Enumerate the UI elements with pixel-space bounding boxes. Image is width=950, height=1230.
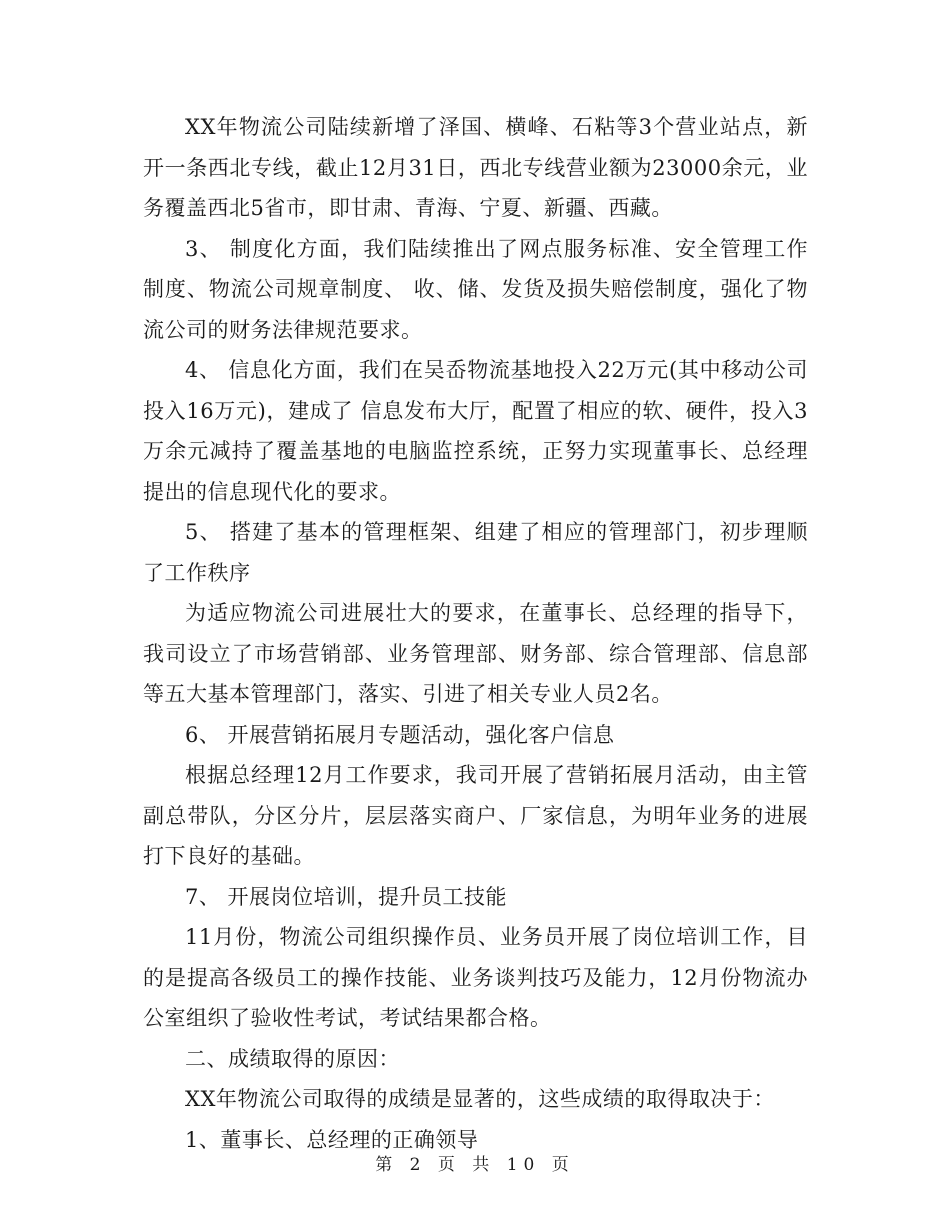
paragraph-2: 3、 制度化方面，我们陆续推出了网点服务标准、安全管理工作制度、物流公司规章制度、 收、储、发货及损失赔偿制度，强化了物流公司的财务法律规范要求。 bbox=[143, 236, 808, 342]
paragraph-1: XX年物流公司陆续新增了泽国、横峰、石粘等3个营业站点，新开一条西北专线，截止12月31日，西北专线营业额为23000余元，业务覆盖西北5省市，即甘肃、青海、宁夏、新疆、西藏。 bbox=[143, 115, 808, 220]
paragraph-4: 5、 搭建了基本的管理框架、组建了相应的管理部门，初步理顺了工作秩序 bbox=[143, 520, 808, 585]
page-footer: 第 2 页 共 10 页 bbox=[375, 1155, 575, 1175]
paragraph-7: 根据总经理12月工作要求，我司开展了营销拓展月活动，由主管副总带队，分区分片，层层落实商户、厂家信息，为明年业务的进展打下良好的基础。 bbox=[143, 763, 808, 868]
paragraph-11: XX年物流公司取得的成绩是显著的，这些成绩的取得取决于： bbox=[185, 1087, 775, 1111]
paragraph-8: 7、 开展岗位培训，提升员工技能 bbox=[185, 884, 508, 909]
paragraph-3: 4、 信息化方面，我们在吴岙物流基地投入22万元(其中移动公司投入16万元)，建成了 信息发布大厅，配置了相应的软、硬件，投入3万余元减持了覆盖基地的电脑监控系统，正努力实现董事长、总经理提出的信息现代化的要求。 bbox=[143, 358, 808, 504]
document-body bbox=[143, 107, 808, 1160]
paragraph-9: 11月份，物流公司组织操作员、业务员开展了岗位培训工作，目的是提高各级员工的操作技能、业务谈判技巧及能力，12月份物流办公室组织了验收性考试，考试结果都合格。 bbox=[143, 925, 808, 1030]
paragraph-10: 二、成绩取得的原因： bbox=[185, 1046, 400, 1071]
paragraph-5: 为适应物流公司进展壮大的要求，在董事长、总经理的指导下，我司设立了市场营销部、业务管理部、财务部、综合管理部、信息部等五大基本管理部门，落实、引进了相关专业人员2名。 bbox=[143, 601, 808, 706]
paragraph-12: 1、董事长、总经理的正确领导 bbox=[185, 1127, 479, 1152]
paragraph-6: 6、 开展营销拓展月专题活动，强化客户信息 bbox=[185, 722, 615, 747]
